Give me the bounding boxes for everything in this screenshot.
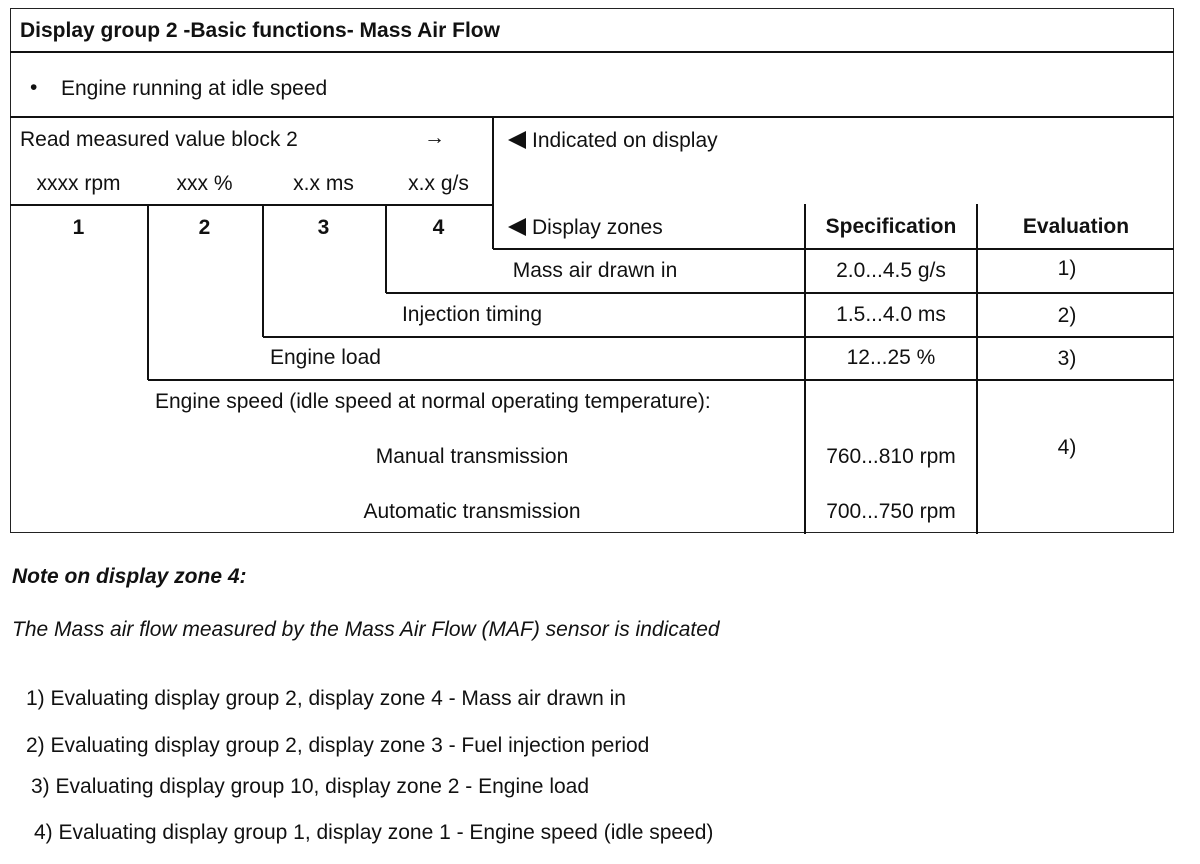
divider-row-3 <box>148 379 1174 381</box>
condition-text: Engine running at idle speed <box>61 77 328 100</box>
unit-zone-1: xxxx rpm <box>36 172 121 195</box>
unit-zone-3: x.x ms <box>293 172 354 195</box>
note-item-4: 4) Evaluating display group 1, display zone 1 - Engine speed (idle speed) <box>34 821 714 844</box>
zone-number-3: 3 <box>317 216 330 239</box>
right-arrow-icon: → <box>424 126 445 149</box>
row-injection-eval: 2) <box>1057 304 1077 327</box>
pointer-left-icon <box>508 131 526 149</box>
divider-title <box>10 51 1174 53</box>
pointer-left-icon <box>508 218 526 236</box>
note-item-2: 2) Evaluating display group 2, display zone 3 - Fuel injection period <box>26 734 650 757</box>
unit-zone-2: xxx % <box>176 172 233 195</box>
specification-header: Specification <box>825 215 957 238</box>
divider-row-1 <box>386 292 1174 294</box>
row-engine-load-name: Engine load <box>270 346 381 369</box>
manual-transmission-spec: 760...810 rpm <box>826 445 956 468</box>
divider-zones-header <box>493 248 1174 250</box>
divider-row-2 <box>263 336 1174 338</box>
evaluation-header: Evaluation <box>1022 215 1130 238</box>
note-heading: Note on display zone 4: <box>12 565 247 588</box>
vline-zone-4 <box>492 116 494 249</box>
divider-units <box>10 204 493 206</box>
engine-speed-heading: Engine speed (idle speed at normal operating temperature): <box>155 390 711 413</box>
automatic-transmission-spec: 700...750 rpm <box>826 500 956 523</box>
row-mass-air-eval: 1) <box>1057 257 1077 280</box>
row-mass-air-spec: 2.0...4.5 g/s <box>836 259 946 282</box>
engine-speed-eval: 4) <box>1057 436 1077 459</box>
display-zones-label: Display zones <box>532 216 663 239</box>
indicated-label: Indicated on display <box>532 129 718 152</box>
condition-bullet: • <box>30 76 38 99</box>
unit-zone-4: x.x g/s <box>408 172 469 195</box>
indicated-on-display <box>508 129 718 153</box>
row-mass-air-name: Mass air drawn in <box>512 259 678 282</box>
zone-number-2: 2 <box>198 216 211 239</box>
display-zones-header <box>508 216 663 240</box>
row-injection-name: Injection timing <box>401 303 543 326</box>
note-item-1: 1) Evaluating display group 2, display zone 4 - Mass air drawn in <box>26 687 626 710</box>
row-engine-load-spec: 12...25 % <box>846 346 936 369</box>
zone-number-4: 4 <box>432 216 445 239</box>
automatic-transmission-label: Automatic transmission <box>363 500 581 523</box>
manual-transmission-label: Manual transmission <box>375 445 569 468</box>
note-body: The Mass air flow measured by the Mass Air Flow (MAF) sensor is indicated <box>12 618 720 641</box>
row-injection-spec: 1.5...4.0 ms <box>836 303 946 326</box>
divider-condition <box>10 116 1174 118</box>
note-item-3: 3) Evaluating display group 10, display zone 2 - Engine load <box>31 775 590 798</box>
table-title: Display group 2 -Basic functions- Mass Air Flow <box>20 19 500 42</box>
zone-number-1: 1 <box>72 216 85 239</box>
row-engine-load-eval: 3) <box>1057 347 1077 370</box>
read-block-label: Read measured value block 2 <box>20 128 298 151</box>
